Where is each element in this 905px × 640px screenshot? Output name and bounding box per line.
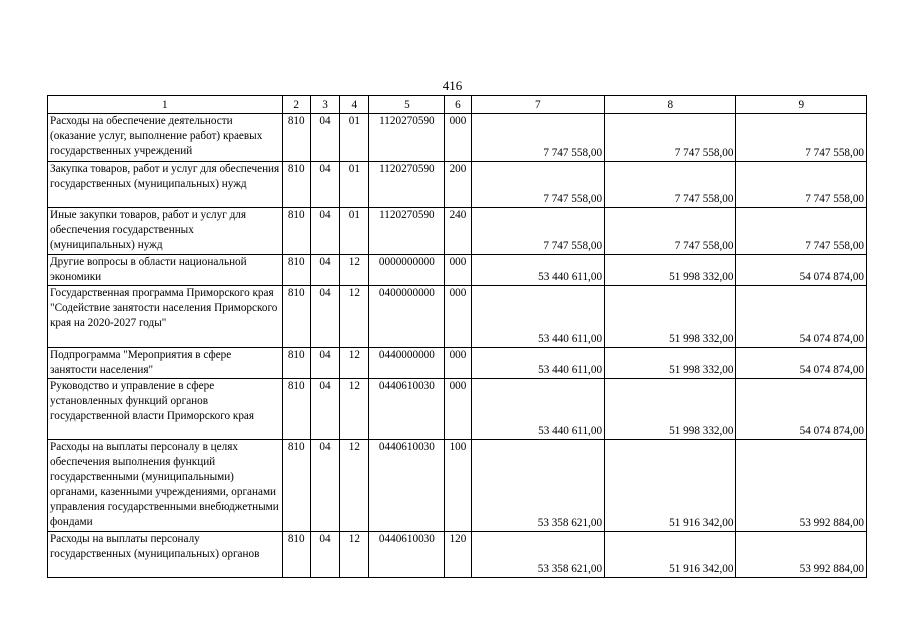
- amount-col-8: 51 998 332,00: [605, 286, 736, 348]
- subsection-code: 12: [340, 532, 369, 578]
- amount-col-7: 53 440 611,00: [471, 286, 604, 348]
- table-row: [48, 255, 867, 286]
- table-row: [48, 162, 867, 208]
- amount-col-7: 53 440 611,00: [471, 255, 604, 286]
- amount-col-7: 53 358 621,00: [471, 440, 604, 532]
- expense-type-code: 000: [445, 348, 471, 379]
- ministry-code: 810: [282, 440, 310, 532]
- ministry-code: 810: [282, 286, 310, 348]
- section-code: 04: [310, 255, 339, 286]
- expense-type-code: 000: [445, 379, 471, 440]
- amount-col-7: 53 440 611,00: [471, 348, 604, 379]
- target-article-code: 0440000000: [369, 348, 445, 379]
- amount-col-8: 51 998 332,00: [605, 255, 736, 286]
- table-row: [48, 114, 867, 162]
- expense-type-code: 000: [445, 114, 471, 162]
- target-article-code: 0440610030: [369, 532, 445, 578]
- subsection-code: 12: [340, 348, 369, 379]
- target-article-code: 0000000000: [369, 255, 445, 286]
- expense-type-code: 240: [445, 208, 471, 255]
- expense-type-code: 100: [445, 440, 471, 532]
- row-name: Расходы на обеспечение деятельности (оказание услуг, выполнение работ) краевых государственных учреждений: [48, 114, 283, 162]
- target-article-code: 0440610030: [369, 379, 445, 440]
- amount-col-9: 53 992 884,00: [736, 532, 867, 578]
- target-article-code: 0400000000: [369, 286, 445, 348]
- amount-col-9: 53 992 884,00: [736, 440, 867, 532]
- column-header-2: 2: [282, 96, 310, 114]
- target-article-code: 1120270590: [369, 162, 445, 208]
- column-header-6: 6: [445, 96, 471, 114]
- amount-col-7: 7 747 558,00: [471, 114, 604, 162]
- section-code: 04: [310, 286, 339, 348]
- section-code: 04: [310, 208, 339, 255]
- target-article-code: 0440610030: [369, 440, 445, 532]
- table-row: [48, 286, 867, 348]
- subsection-code: 01: [340, 208, 369, 255]
- section-code: 04: [310, 348, 339, 379]
- amount-col-8: 7 747 558,00: [605, 114, 736, 162]
- ministry-code: 810: [282, 255, 310, 286]
- amount-col-8: 51 916 342,00: [605, 440, 736, 532]
- column-header-7: 7: [471, 96, 604, 114]
- subsection-code: 12: [340, 440, 369, 532]
- amount-col-7: 53 358 621,00: [471, 532, 604, 578]
- section-code: 04: [310, 532, 339, 578]
- column-header-3: 3: [310, 96, 339, 114]
- ministry-code: 810: [282, 162, 310, 208]
- budget-table: [47, 95, 867, 578]
- table-row: [48, 532, 867, 578]
- column-header-5: 5: [369, 96, 445, 114]
- amount-col-9: 54 074 874,00: [736, 348, 867, 379]
- amount-col-9: 54 074 874,00: [736, 255, 867, 286]
- row-name: Подпрограмма "Мероприятия в сфере занятости населения": [48, 348, 283, 379]
- section-code: 04: [310, 379, 339, 440]
- ministry-code: 810: [282, 114, 310, 162]
- amount-col-8: 7 747 558,00: [605, 162, 736, 208]
- subsection-code: 01: [340, 114, 369, 162]
- section-code: 04: [310, 114, 339, 162]
- column-header-8: 8: [605, 96, 736, 114]
- column-header-1: 1: [48, 96, 283, 114]
- ministry-code: 810: [282, 208, 310, 255]
- expense-type-code: 000: [445, 286, 471, 348]
- column-header-9: 9: [736, 96, 867, 114]
- table-row: [48, 348, 867, 379]
- row-name: Закупка товаров, работ и услуг для обеспечения государственных (муниципальных) нужд: [48, 162, 283, 208]
- row-name: Государственная программа Приморского края "Содействие занятости населения Приморского края на 2020-2027 годы": [48, 286, 283, 348]
- row-name: Расходы на выплаты персоналу в целях обеспечения выполнения функций государственными (муниципальными) органами, казенными учреждениями, органами управления государственными внебюджетными фондами: [48, 440, 283, 532]
- section-code: 04: [310, 440, 339, 532]
- subsection-code: 12: [340, 379, 369, 440]
- amount-col-8: 51 998 332,00: [605, 348, 736, 379]
- amount-col-7: 7 747 558,00: [471, 208, 604, 255]
- subsection-code: 12: [340, 286, 369, 348]
- amount-col-9: 54 074 874,00: [736, 286, 867, 348]
- column-header-4: 4: [340, 96, 369, 114]
- table-row: [48, 379, 867, 440]
- section-code: 04: [310, 162, 339, 208]
- amount-col-8: 7 747 558,00: [605, 208, 736, 255]
- amount-col-9: 7 747 558,00: [736, 162, 867, 208]
- amount-col-8: 51 916 342,00: [605, 532, 736, 578]
- expense-type-code: 200: [445, 162, 471, 208]
- header-row: [48, 96, 867, 114]
- table-row: [48, 440, 867, 532]
- table-row: [48, 208, 867, 255]
- amount-col-9: 7 747 558,00: [736, 208, 867, 255]
- target-article-code: 1120270590: [369, 114, 445, 162]
- subsection-code: 12: [340, 255, 369, 286]
- row-name: Расходы на выплаты персоналу государственных (муниципальных) органов: [48, 532, 283, 578]
- row-name: Иные закупки товаров, работ и услуг для обеспечения государственных (муниципальных) нужд: [48, 208, 283, 255]
- amount-col-8: 51 998 332,00: [605, 379, 736, 440]
- page-number: 416: [442, 78, 463, 93]
- subsection-code: 01: [340, 162, 369, 208]
- amount-col-7: 53 440 611,00: [471, 379, 604, 440]
- row-name: Руководство и управление в сфере установленных функций органов государственной власти Приморского края: [48, 379, 283, 440]
- target-article-code: 1120270590: [369, 208, 445, 255]
- amount-col-9: 7 747 558,00: [736, 114, 867, 162]
- ministry-code: 810: [282, 532, 310, 578]
- expense-type-code: 120: [445, 532, 471, 578]
- ministry-code: 810: [282, 379, 310, 440]
- expense-type-code: 000: [445, 255, 471, 286]
- row-name: Другие вопросы в области национальной экономики: [48, 255, 283, 286]
- amount-col-7: 7 747 558,00: [471, 162, 604, 208]
- ministry-code: 810: [282, 348, 310, 379]
- amount-col-9: 54 074 874,00: [736, 379, 867, 440]
